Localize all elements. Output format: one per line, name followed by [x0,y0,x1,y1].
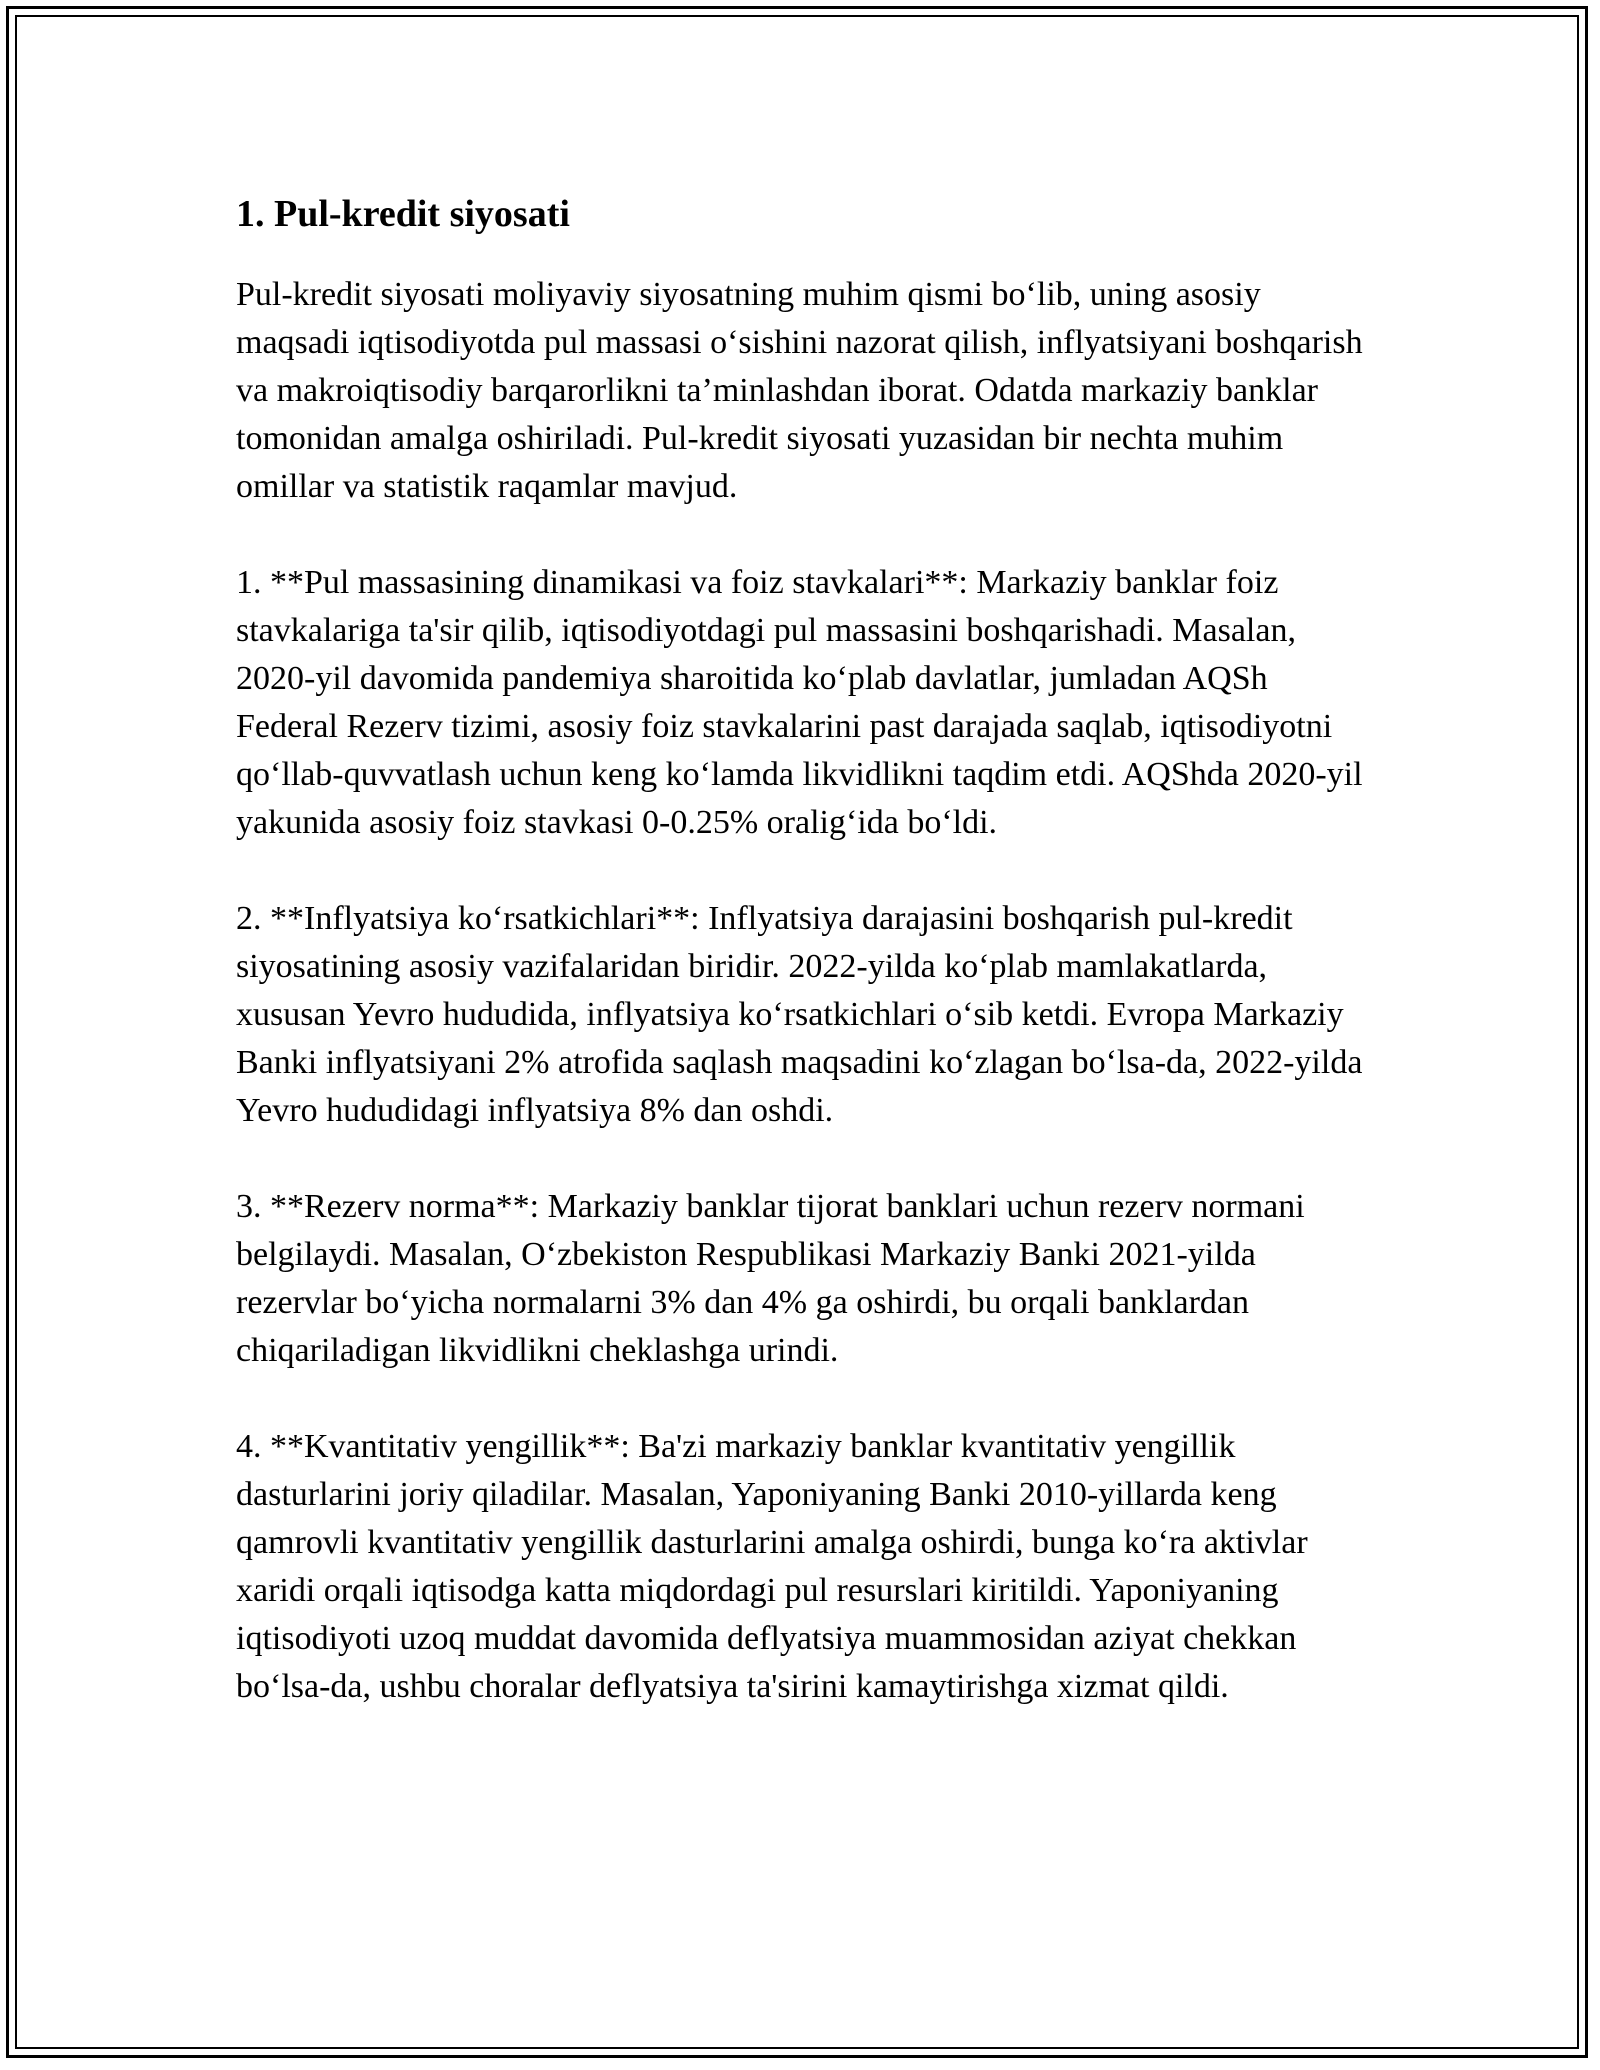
paragraph-reserve-norm: 3. **Rezerv norma**: Markaziy banklar tijorat banklari uchun rezerv normani belgilaydi. Masalan, O‘zbekiston Respublikasi Markaziy Banki 2021-yilda rezervlar bo‘yicha normalarni 3% dan 4% ga oshirdi, bu orqali banklardan chiqariladigan likvidlikni cheklashga urindi. [236,1188,1305,1369]
document-body [236,188,1376,1759]
paragraph-money-supply: 1. **Pul massasining dinamikasi va foiz stavkalari**: Markaziy banklar foiz stavkalariga ta'sir qilib, iqtisodiyotdagi pul massasini boshqarishadi. Masalan, 2020-yil davomida pandemiya sharoitida ko‘plab davlatlar, jumladan AQSh Federal Rezerv tizimi, asosiy foiz stavkalarini past darajada saqlab, iqtisodiyotni qo‘llab-quvvatlash uchun keng ko‘lamda likvidlikni taqdim etdi. AQShda 2020-yil yakunida asosiy foiz stavkasi 0-0.25% oralig‘ida bo‘ldi. [236,564,1363,841]
paragraph-quantitative-easing: 4. **Kvantitativ yengillik**: Ba'zi markaziy banklar kvantitativ yengillik dasturlarini joriy qiladilar. Masalan, Yaponiyaning Banki 2010-yillarda keng qamrovli kvantitativ yengillik dasturlarini amalga oshirdi, bunga ko‘ra aktivlar xaridi orqali iqtisodga katta miqdordagi pul resurslari kiritildi. Yaponiyaning iqtisodiyoti uzoq muddat davomida deflyatsiya muammosidan aziyat chekkan bo‘lsa-da, ushbu choralar deflyatsiya ta'sirini kamaytirishga xizmat qildi. [236,1428,1308,1705]
section-heading: 1. Pul-kredit siyosati [236,193,570,235]
intro-paragraph: Pul-kredit siyosati moliyaviy siyosatning muhim qismi bo‘lib, uning asosiy maqsadi iqtisodiyotda pul massasi o‘sishini nazorat qilish, inflyatsiyani boshqarish va makroiqtisodiy barqarorlikni ta’minlashdan iborat. Odatda markaziy banklar tomonidan amalga oshiriladi. Pul-kredit siyosati yuzasidan bir nechta muhim omillar va statistik raqamlar mavjud. [236,276,1363,505]
paragraph-inflation: 2. **Inflyatsiya ko‘rsatkichlari**: Inflyatsiya darajasini boshqarish pul-kredit siyosatining asosiy vazifalaridan biridir. 2022-yilda ko‘plab mamlakatlarda, xususan Yevro hududida, inflyatsiya ko‘rsatkichlari o‘sib ketdi. Evropa Markaziy Banki inflyatsiyani 2% atrofida saqlash maqsadini ko‘zlagan bo‘lsa-da, 2022-yilda Yevro hududidagi inflyatsiya 8% dan oshdi. [236,900,1363,1129]
